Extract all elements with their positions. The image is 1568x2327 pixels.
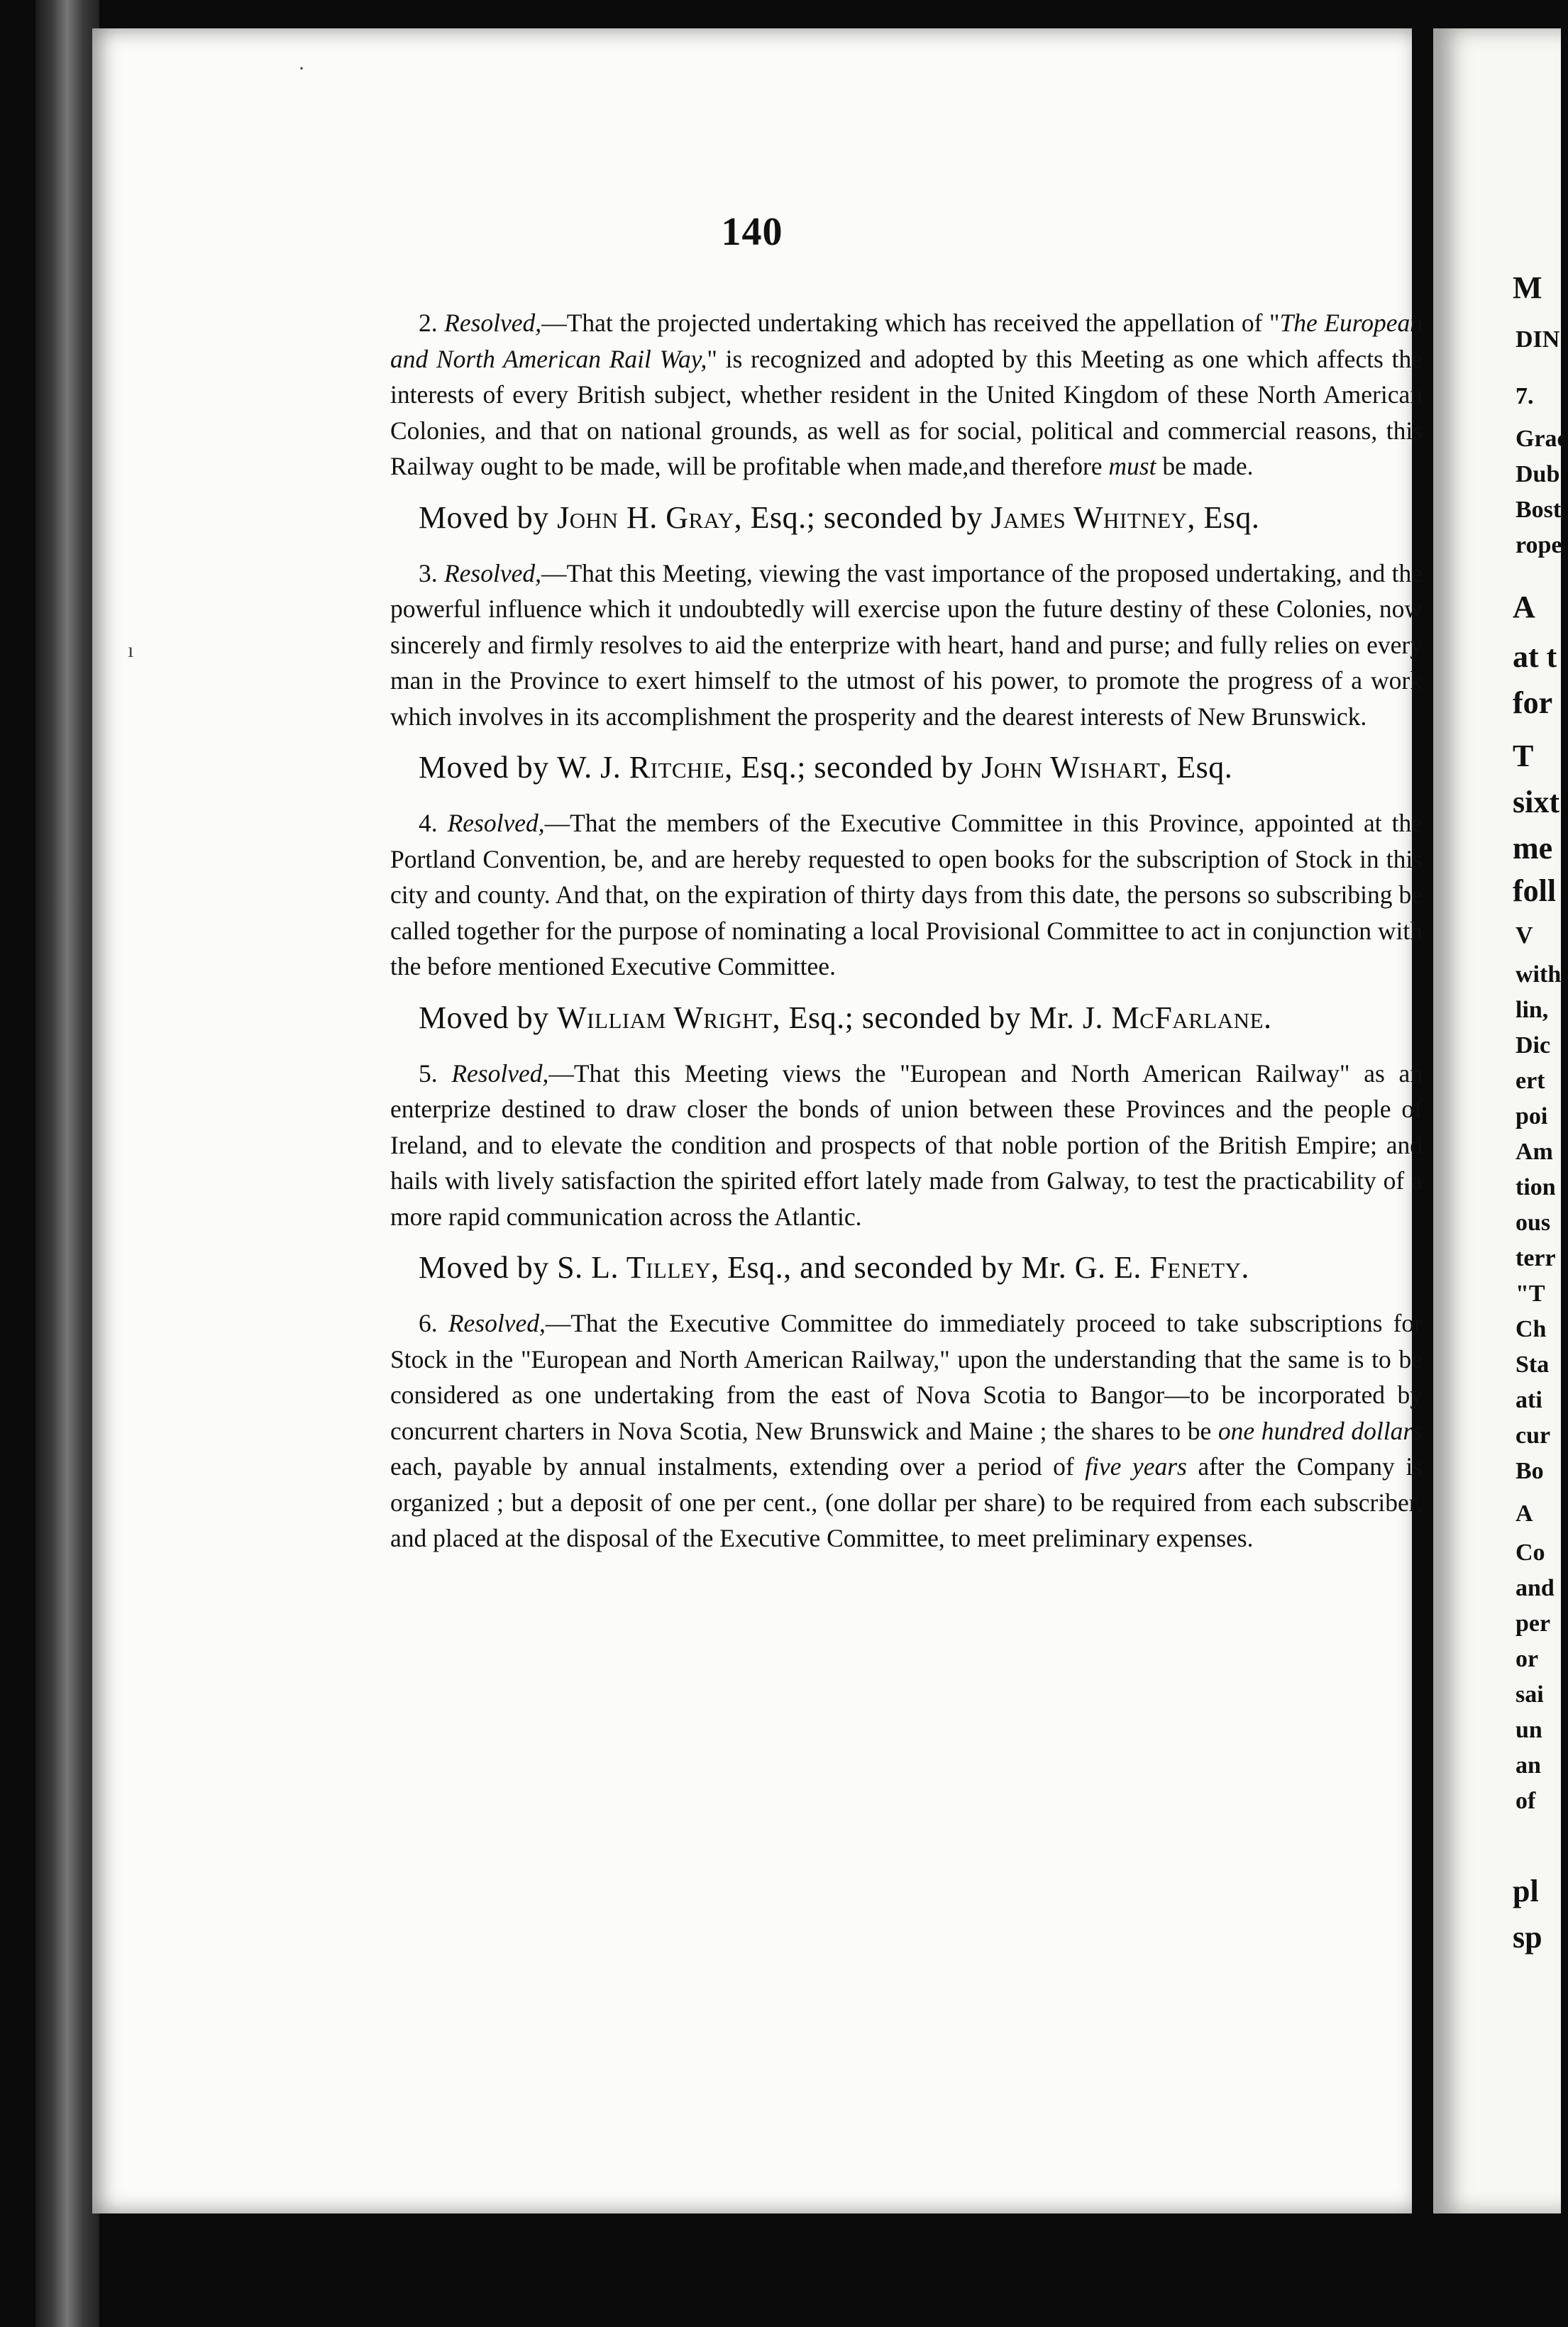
moved-line-3 — [390, 997, 1423, 1039]
moved-text: , Esq. — [1187, 499, 1260, 535]
facing-fragment: Ch — [1515, 1316, 1547, 1342]
facing-fragment: me — [1513, 831, 1553, 866]
facing-fragment: cur — [1515, 1422, 1551, 1449]
mover-name: W. J. Ritchie — [557, 750, 725, 785]
facing-fragment: and — [1515, 1575, 1555, 1601]
facing-fragment: Co — [1515, 1540, 1545, 1566]
resolved-word: Resolved, — [444, 309, 542, 337]
resolution-text: —That this Meeting views the "European and North American Railway" as an enterprize destined to draw closer the bonds of union between these Provinces and the people of Ireland, and to elevate the condition and prospects of that noble portion of the British Empire; and hails with lively satisfaction the spirited effort lately made from Galway, to test the practicability of a more rapid communication across the Atlantic. — [390, 1059, 1423, 1231]
seconder-name: John Wishart — [981, 750, 1161, 785]
facing-fragment: 7. — [1515, 383, 1534, 409]
facing-fragment: V — [1515, 922, 1533, 949]
resolved-word: Resolved, — [447, 809, 545, 837]
moved-text: . — [1241, 1250, 1249, 1285]
page-number: 140 — [721, 210, 783, 254]
mover-name: John H. Gray — [557, 499, 734, 535]
resolution-number: 4. — [419, 809, 438, 837]
facing-fragment: for — [1513, 685, 1553, 720]
facing-fragment: ous — [1515, 1210, 1551, 1236]
scan-speck: ı — [128, 639, 134, 662]
resolution-text: —That the Executive Committee do immediately proceed to take subscriptions for Stock in the "European and North American Railway," upon the understanding that the same is to be considered as one undertaking from the east of Nova Scotia to Bangor—to be incorporated by concurrent charters in Nova Scotia, New Brunswick and Maine ; the shares to be — [390, 1309, 1423, 1445]
seconder-name: J. McFarlane — [1082, 1000, 1264, 1035]
moved-line-1 — [390, 497, 1423, 538]
moved-text: , Esq. — [1160, 750, 1233, 785]
facing-fragment: lin, — [1515, 997, 1549, 1023]
mover-name: William Wright — [557, 1000, 773, 1035]
resolution-text: be made. — [1156, 452, 1254, 480]
book-spine — [35, 0, 99, 2327]
moved-text: Moved by — [419, 1250, 558, 1285]
facing-page — [1433, 28, 1568, 2213]
mover-name: S. L. Tilley — [557, 1250, 712, 1285]
moved-text: Moved by — [419, 750, 558, 785]
facing-fragment: Bo — [1515, 1458, 1544, 1484]
resolution-text: after the Company is organized ; but a deposit of one per cent., (one dollar per share) to be required from each subscriber, and placed at the disposal of the Executive Committee, to meet preliminary expenses. — [390, 1452, 1423, 1552]
resolution-number: 2. — [419, 309, 438, 337]
facing-fragment: Dic — [1515, 1032, 1551, 1059]
resolution-4 — [390, 805, 1423, 985]
book-page — [92, 28, 1423, 2213]
resolved-word: Resolved, — [451, 1059, 549, 1088]
resolved-word: Resolved, — [443, 558, 541, 587]
instalment-period: five years — [1085, 1452, 1187, 1481]
facing-fragment: A — [1513, 590, 1535, 624]
page-body — [390, 305, 1423, 1569]
facing-fragment: ati — [1515, 1387, 1542, 1413]
facing-fragment: sp — [1513, 1920, 1542, 1955]
facing-fragment: Grac — [1515, 426, 1568, 452]
facing-fragment: an — [1515, 1752, 1541, 1779]
facing-fragment: A — [1515, 1500, 1533, 1527]
moved-text: , Esq.; seconded by — [724, 750, 982, 785]
resolution-number: 5. — [419, 1059, 438, 1088]
facing-fragment: un — [1515, 1717, 1542, 1743]
resolved-word: Resolved, — [448, 1309, 546, 1337]
seconder-name: James Whitney — [990, 499, 1188, 535]
facing-fragment: foll — [1513, 873, 1557, 908]
moved-text: , Esq.; seconded by Mr. — [772, 1000, 1083, 1035]
facing-fragment: tion — [1515, 1174, 1556, 1200]
facing-fragment: M — [1513, 270, 1542, 305]
resolution-text: —That the members of the Executive Committee in this Province, appointed at the Portland Convention, be, and are hereby requested to open books for the subscription of Stock in this city and county. And that, on the expiration of thirty days from this date, the persons so subscribing be called together for the purpose of nominating a local Provisional Committee to act in conjunction with the before mentioned Executive Committee. — [390, 809, 1423, 980]
facing-fragment: Dub — [1515, 461, 1560, 487]
moved-text: Moved by — [419, 1000, 558, 1035]
moved-line-4 — [390, 1247, 1423, 1288]
facing-fragment: Am — [1515, 1139, 1553, 1165]
facing-fragment: with — [1515, 961, 1562, 988]
facing-fragment: Sta — [1515, 1352, 1550, 1378]
moved-text: Moved by — [419, 499, 558, 535]
facing-fragment: pl — [1513, 1874, 1539, 1908]
facing-fragment: rope — [1515, 532, 1562, 558]
facing-fragment: of — [1515, 1788, 1536, 1814]
moved-text: , Esq.; seconded by — [734, 499, 991, 535]
facing-fragment: "T — [1515, 1281, 1545, 1307]
resolution-5 — [390, 1056, 1423, 1235]
moved-line-2 — [390, 747, 1423, 788]
share-price: one hundred dollars — [1218, 1416, 1423, 1445]
facing-fragment: sixt — [1513, 785, 1559, 819]
facing-fragment: per — [1515, 1610, 1551, 1637]
resolution-text: —That the projected undertaking which has received the appellation of " — [541, 309, 1280, 337]
resolution-2 — [390, 305, 1423, 485]
facing-fragment: Bost — [1515, 497, 1562, 523]
resolution-text: each, payable by annual instalments, extending over a period of — [390, 1452, 1086, 1481]
scan-speck: · — [298, 57, 305, 80]
resolution-number: 6. — [419, 1309, 438, 1337]
moved-text: , Esq., and seconded by Mr. — [711, 1250, 1075, 1285]
facing-fragment: DIN — [1515, 326, 1560, 353]
facing-fragment: or — [1515, 1646, 1539, 1672]
facing-fragment: at t — [1513, 639, 1557, 674]
emphasis-word: must — [1108, 452, 1156, 480]
resolution-text: " is recognized and adopted by this Meeting as one which affects the interests of every British subject, whether resident in the United Kingdom of these North American Colonies, and that on national grounds, as well as for social, political and commercial reasons, this Railway ought to be made, will be profitable when made,and therefore — [390, 344, 1423, 480]
moved-text: . — [1264, 1000, 1272, 1035]
facing-fragment: ert — [1515, 1068, 1545, 1094]
seconder-name: G. E. Fenety — [1074, 1250, 1242, 1285]
facing-fragment: poi — [1515, 1103, 1548, 1129]
resolution-number: 3. — [419, 558, 438, 587]
resolution-6 — [390, 1305, 1423, 1557]
resolution-3 — [390, 556, 1423, 735]
facing-fragment: terr — [1515, 1245, 1556, 1271]
railway-name: The European and North American Rail Way, — [390, 309, 1423, 373]
facing-fragment: sai — [1515, 1681, 1544, 1708]
resolution-text: —That this Meeting, viewing the vast importance of the proposed undertaking, and the powerful influence which it undoubtedly will exercise upon the future destiny of these Colonies, now sincerely and firmly resolves to aid the enterprize with heart, hand and purse; and fully relies on every man in the Province to exert himself to the utmost of his power, to promote the progress of a work which involves in its accomplishment the prosperity and the dearest interests of New Brunswick. — [390, 558, 1423, 731]
facing-fragment: T — [1513, 739, 1534, 773]
